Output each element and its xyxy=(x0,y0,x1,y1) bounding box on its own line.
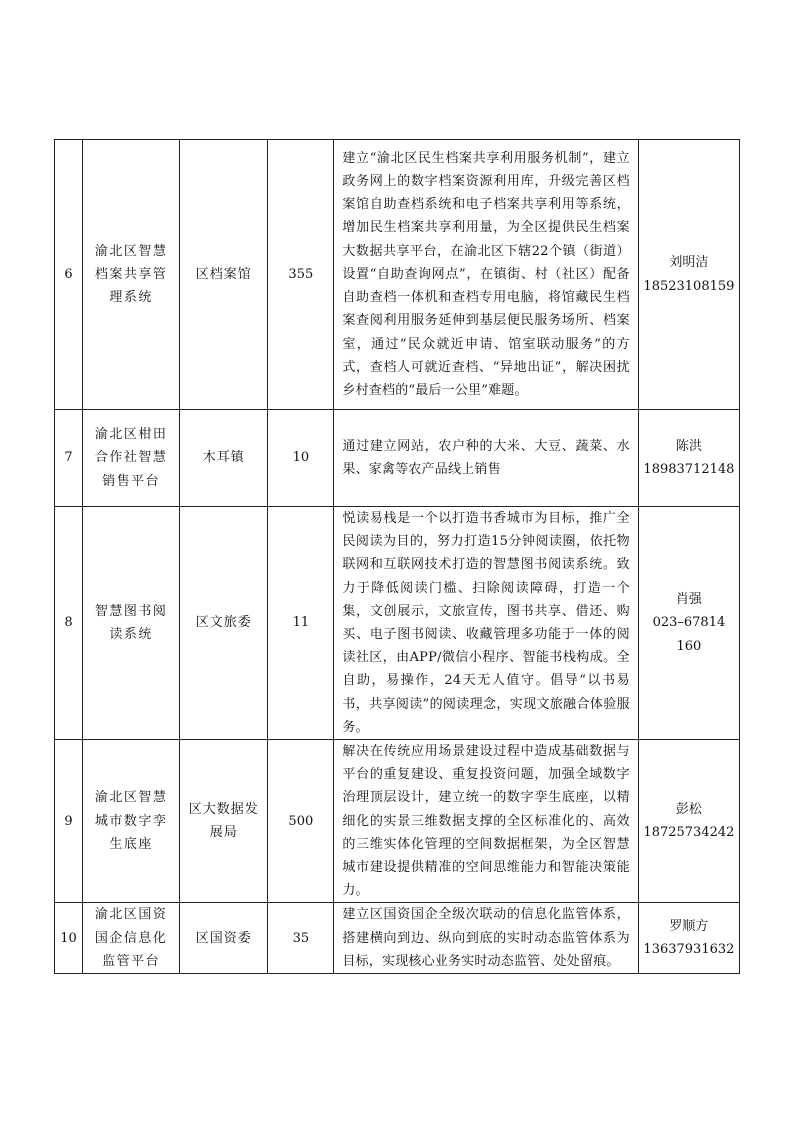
row-index: 6 xyxy=(55,140,83,410)
project-name: 渝北区智慧档案共享管理系统 xyxy=(94,243,168,306)
amount: 500 xyxy=(268,740,334,903)
amount: 10 xyxy=(268,410,334,507)
contact-phone: 18725734242 xyxy=(643,825,735,841)
contact-name: 彭松 xyxy=(675,802,702,818)
project-description: 建立区国资国企全级次联动的信息化监管体系，搭建横向到边、纵向到底的实时动态监管体系为目标，实现核心业务实时动态监管、处处留痕。 xyxy=(342,907,630,969)
row-index: 7 xyxy=(55,410,83,507)
row-index: 10 xyxy=(55,903,83,974)
project-name: 智慧图书阅读系统 xyxy=(94,603,168,643)
project-name: 渝北区国资国企信息化监管平台 xyxy=(94,907,168,969)
department: 木耳镇 xyxy=(202,450,245,466)
table-row xyxy=(55,410,740,507)
project-description: 悦读易栈是一个以打造书香城市为目标，推广全民阅读为目的，努力打造15分钟阅读圈，依托物联网和互联网技术打造的智慧图书阅读系统。致力于降低阅读门槛、扫除阅读障碍，打造一个集，文创展示，文旅宣传，图书共享、借还、购买、电子图书阅读、收藏管理多功能于一体的阅读社区，由APP/微信小程序、智能书栈构成。全自助，易操作，24天无人值守。倡导“以书易书，共享阅读”的阅读理念，实现文旅融合体验服务。 xyxy=(342,511,630,735)
table-row xyxy=(55,140,740,410)
contact-phone: 18523108159 xyxy=(643,278,735,294)
department: 区大数据发展局 xyxy=(188,802,259,841)
contact-phone: 023–67814160 xyxy=(652,615,726,654)
department: 区文旅委 xyxy=(195,615,252,631)
amount: 355 xyxy=(268,140,334,410)
contact-name: 罗顺方 xyxy=(669,919,709,935)
table-row xyxy=(55,903,740,974)
contact-phone: 18983712148 xyxy=(643,462,735,477)
contact-name: 陈洪 xyxy=(675,438,702,454)
row-index: 8 xyxy=(55,507,83,740)
amount: 11 xyxy=(268,507,334,740)
project-description: 建立“渝北区民生档案共享利用服务机制”，建立政务网上的数字档案资源利用库，升级完善区档案馆自助查档系统和电子档案共享利用等系统，增加民生档案共享利用量，为全区提供民生档案大数据共享平台，在渝北区下辖22个镇（街道）设置“自助查询网点”，在镇街、村（社区）配备自助查档一体机和查档专用电脑，将馆藏民生档案查阅利用服务延伸到基层便民服务场所、档案室，通过“民众就近申请、馆室联动服务”的方式，查档人可就近查档、“异地出证”，解决困扰乡村查档的“最后一公里”难题。 xyxy=(342,150,630,398)
project-name: 渝北区柑田合作社智慧销售平台 xyxy=(94,427,168,489)
amount: 35 xyxy=(268,903,334,974)
project-name: 渝北区智慧城市数字孪生底座 xyxy=(94,790,168,852)
row-index: 9 xyxy=(55,740,83,903)
table-row xyxy=(55,740,740,903)
project-table xyxy=(54,139,740,974)
contact-phone: 13637931632 xyxy=(643,942,735,958)
contact-name: 刘明洁 xyxy=(669,255,709,271)
project-description: 解决在传统应用场景建设过程中造成基础数据与平台的重复建设、重复投资问题，加强全域数字治理顶层设计，建立统一的数字孪生底座，以精细化的实景三维数据支撑的全区标准化的、高效的三维实体化管理的空间数据框架，为全区智慧城市建设提供精准的空间思维能力和智能决策能力。 xyxy=(342,744,630,899)
table-row xyxy=(55,507,740,740)
department: 区档案馆 xyxy=(195,266,252,282)
contact-name: 肖强 xyxy=(675,592,702,608)
project-description: 通过建立网站，农户种的大米、大豆、蔬菜、水果、家禽等农产品线上销售 xyxy=(342,438,630,477)
department: 区国资委 xyxy=(195,930,252,946)
